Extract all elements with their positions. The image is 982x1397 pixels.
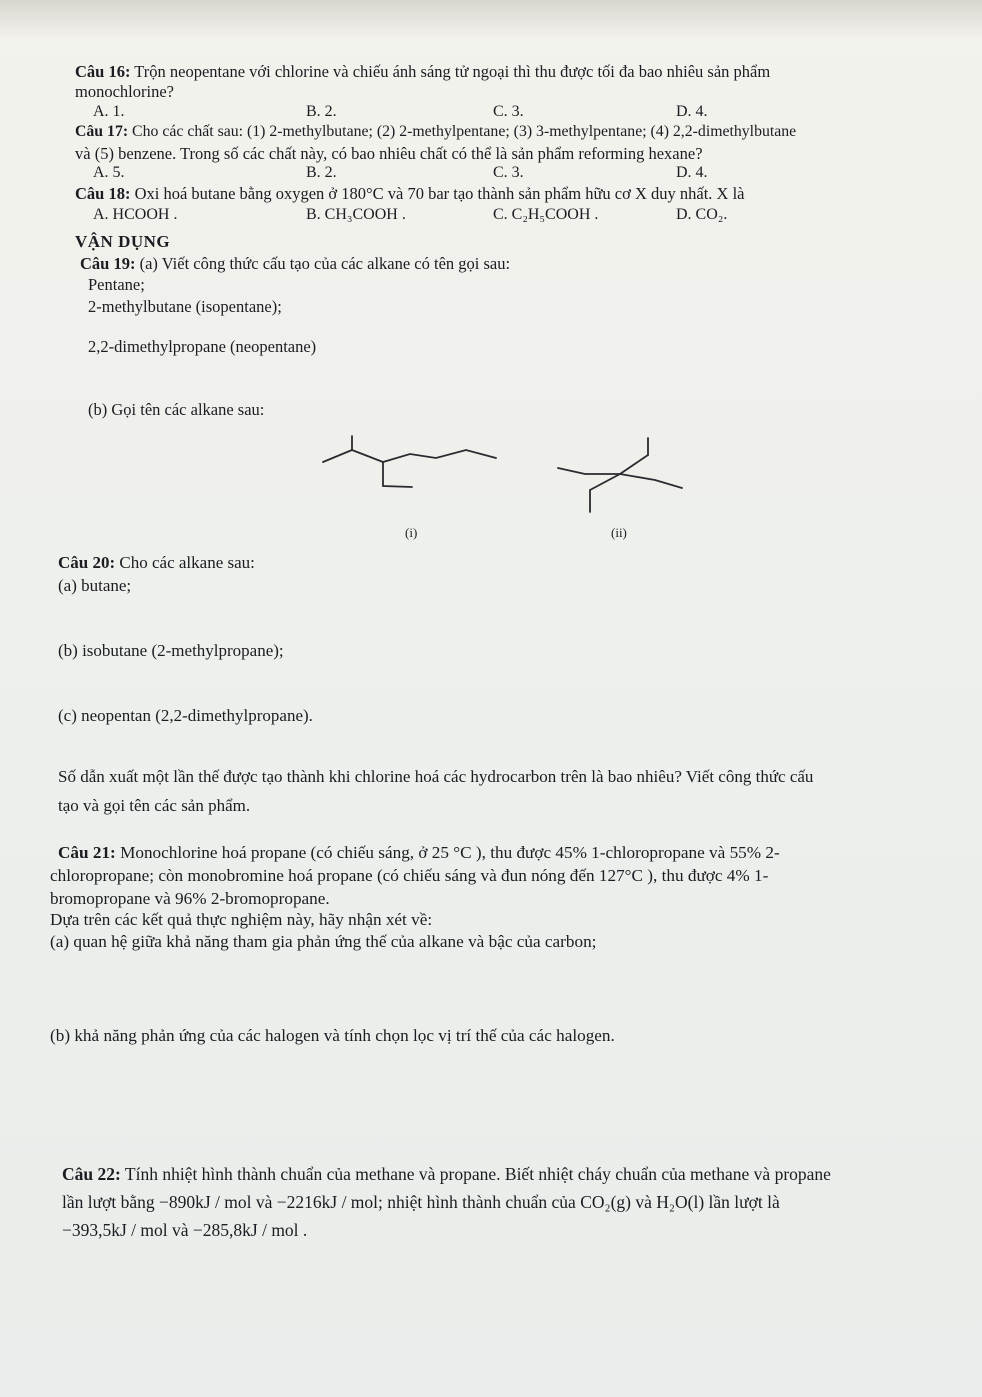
q17-line2: và (5) benzene. Trong số các chất này, có bao nhiêu chất có thể là sản phẩm reforming hexane? [75, 144, 703, 163]
q17-label: Câu 17: [75, 123, 129, 140]
q17-text1: Cho các chất sau: (1) 2-methylbutane; (2) 2-methylpentane; (3) 3-methylpentane; (4) 2,2-dimethylbutane [128, 123, 797, 140]
q17-option-b: B. 2. [306, 164, 337, 181]
q20-question-1: Số dẫn xuất một lần thế được tạo thành khi chlorine hoá các hydrocarbon trên là bao nhiêu? Viết công thức cấu [58, 767, 814, 786]
q17-option-c: C. 3. [493, 164, 524, 181]
q19-name-1: Pentane; [88, 275, 145, 294]
q21-line3: bromopropane và 96% 2-bromopropane. [50, 889, 330, 908]
q22-line2: lần lượt bằng −890kJ / mol và −2216kJ / mol; nhiệt hình thành chuẩn của CO₂(g) và H₂O(l) lần lượt là [62, 1192, 780, 1212]
section-heading: VẬN DỤNG [75, 232, 171, 251]
q18-label: Câu 18: [75, 184, 131, 203]
q21-part-a: (a) quan hệ giữa khả năng tham gia phản ứng thế của alkane và bậc của carbon; [50, 932, 597, 951]
structure-ii-ethyl-down [590, 474, 620, 512]
q18-text1: Oxi hoá butane bằng oxygen ở 180°C và 70 bar tạo thành sản phẩm hữu cơ X duy nhất. X là [130, 184, 745, 203]
q18-option-c: C. C₂H₅COOH . [493, 206, 599, 223]
q16-text1: Trộn neopentane với chlorine và chiếu ánh sáng tử ngoại thì thu được tối đa bao nhiêu sản phẩm [130, 62, 771, 81]
q19-label: Câu 19: [80, 254, 136, 273]
q16-option-c: C. 3. [493, 103, 524, 120]
q17-option-d: D. 4. [676, 164, 708, 181]
q22-line3: −393,5kJ / mol và −285,8kJ / mol . [62, 1220, 308, 1240]
q20-item-c: (c) neopentan (2,2-dimethylpropane). [58, 706, 313, 725]
q18-option-b: B. CH₃COOH . [306, 206, 406, 223]
structure-i-label: (i) [405, 525, 418, 540]
q16-option-d: D. 4. [676, 103, 708, 120]
structure-ii-label: (ii) [611, 525, 627, 540]
q16-line2: monochlorine? [75, 82, 174, 101]
structure-ii-methyl-up [620, 455, 648, 474]
q18-option-d: D. CO₂. [676, 206, 728, 223]
q20-item-a: (a) butane; [58, 576, 132, 595]
structure-ii-main-chain [558, 468, 682, 488]
q18-option-a: A. HCOOH . [93, 206, 178, 223]
q20-question-2: tạo và gọi tên các sản phẩm. [58, 796, 251, 815]
q16-option-b: B. 2. [306, 103, 337, 120]
q22-label: Câu 22: [62, 1164, 121, 1184]
q16-option-a: A. 1. [93, 103, 125, 120]
q20-item-b: (b) isobutane (2-methylpropane); [58, 641, 284, 660]
q20-label: Câu 20: [58, 553, 116, 572]
q20-line1 [58, 553, 255, 573]
q22-text1: Tính nhiệt hình thành chuẩn của methane và propane. Biết nhiệt cháy chuẩn của methane và propane [120, 1164, 831, 1184]
q19-text-a: (a) Viết công thức cấu tạo của các alkane có tên gọi sau: [135, 254, 511, 273]
q21-line1 [58, 843, 780, 863]
structure-i-ethyl [383, 462, 412, 487]
q21-text1: Monochlorine hoá propane (có chiếu sáng, ở 25 °C ), thu được 45% 1-chloropropane và 55% 2- [115, 843, 780, 862]
q22-line1 [62, 1164, 831, 1185]
q16-label: Câu 16: [75, 62, 131, 81]
q19-name-3: 2,2-dimethylpropane (neopentane) [88, 337, 317, 356]
structure-i-main-chain [323, 450, 496, 462]
q21-label: Câu 21: [58, 843, 116, 862]
q20-text: Cho các alkane sau: [115, 553, 255, 572]
q19-name-2: 2-methylbutane (isopentane); [88, 297, 282, 316]
q19-text-b: (b) Gọi tên các alkane sau: [88, 400, 265, 419]
q21-line4: Dựa trên các kết quả thực nghiệm này, hãy nhận xét về: [50, 910, 433, 929]
q17-option-a: A. 5. [93, 164, 125, 181]
q21-line2: chloropropane; còn monobromine hoá propane (có chiếu sáng và đun nóng đến 127°C ), thu được 4% 1- [50, 866, 769, 885]
q21-part-b: (b) khả năng phản ứng của các halogen và tính chọn lọc vị trí thế của các halogen. [50, 1026, 615, 1045]
